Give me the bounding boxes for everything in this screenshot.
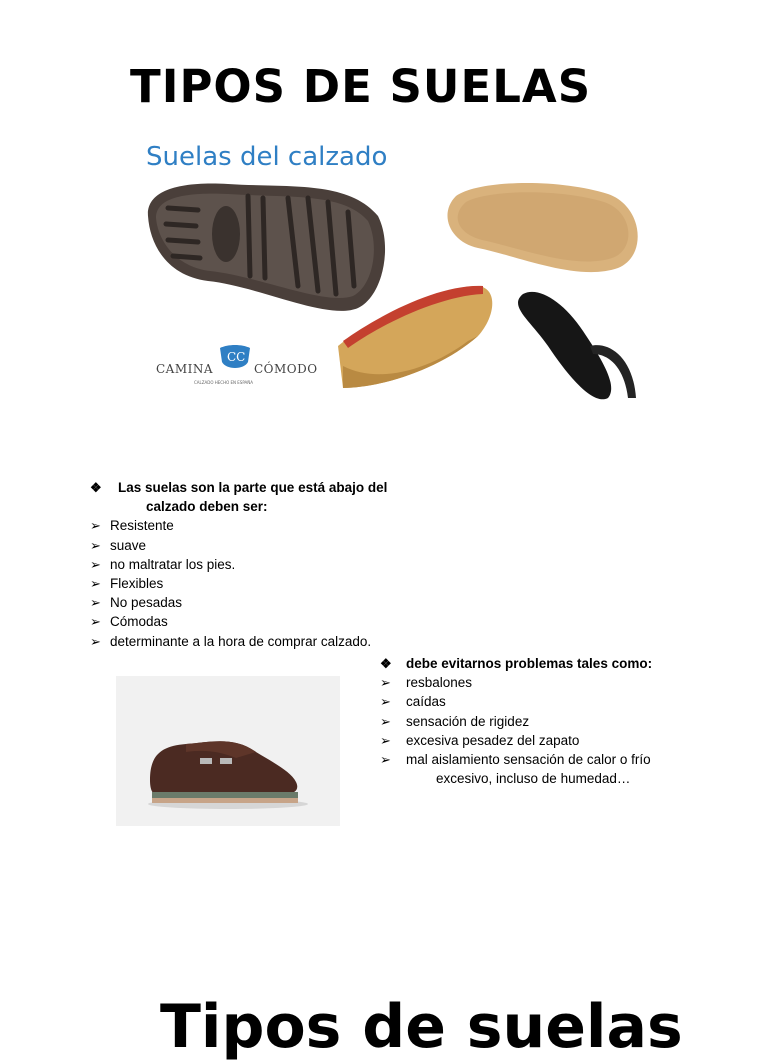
list-item-continuation: excesivo, incluso de humedad… <box>436 771 631 787</box>
intro-line-2: calzado deben ser: <box>146 499 268 515</box>
brand-left-text: CAMINA <box>156 362 214 376</box>
page-title: TIPOS DE SUELAS <box>130 60 592 113</box>
problems-section <box>380 654 652 788</box>
brand-subtitle: CALZADO HECHO EN ESPAÑA <box>194 380 253 385</box>
monk-shoe-illustration <box>116 676 340 826</box>
brand-logo-text: CC <box>227 350 246 364</box>
arrowhead-bullet-icon: ➢ <box>380 713 391 729</box>
list-item: ➢ no maltratar los pies. <box>90 555 387 574</box>
arrowhead-bullet-icon: ➢ <box>90 614 101 630</box>
four-diamond-bullet-icon: ❖ <box>380 656 392 671</box>
arrowhead-bullet-icon: ➢ <box>90 556 101 572</box>
qualities-list <box>90 516 387 650</box>
arrowhead-bullet-icon: ➢ <box>90 576 101 592</box>
arrowhead-bullet-icon: ➢ <box>380 675 391 691</box>
soles-image <box>138 136 653 406</box>
arrowhead-bullet-icon: ➢ <box>90 633 101 649</box>
arrowhead-bullet-icon: ➢ <box>380 732 391 748</box>
list-item: ➢ Flexibles <box>90 574 387 593</box>
problems-heading: ❖ debe evitarnos problemas tales como: <box>380 654 652 673</box>
arrowhead-bullet-icon: ➢ <box>380 694 391 710</box>
brand-right-text: CÓMODO <box>254 362 318 376</box>
dark-lug-sole <box>148 183 385 310</box>
arrowhead-bullet-icon: ➢ <box>90 537 101 553</box>
bottom-title: Tipos de suelas <box>160 992 683 1062</box>
list-item: ➢ excesiva pesadez del zapato <box>380 731 652 750</box>
list-item: ➢ mal aislamiento sensación de calor o frío <box>380 750 652 769</box>
list-item: ➢ Resistente <box>90 516 387 535</box>
list-item: ➢ No pesadas <box>90 593 387 612</box>
arrowhead-bullet-icon: ➢ <box>380 752 391 768</box>
brand-mark-icon <box>218 344 252 374</box>
brand-logo <box>150 344 320 384</box>
monk-shoe-image <box>116 676 340 826</box>
problems-list <box>380 673 652 788</box>
list-item: ➢ Cómodas <box>90 612 387 631</box>
list-item: ➢ suave <box>90 536 387 555</box>
arrowhead-bullet-icon: ➢ <box>90 518 101 534</box>
image-caption: Suelas del calzado <box>146 142 388 172</box>
list-item: ➢ sensación de rigidez <box>380 712 652 731</box>
qualities-section <box>90 478 387 651</box>
arrowhead-bullet-icon: ➢ <box>90 595 101 611</box>
list-item: ➢ determinante a la hora de comprar calzado. <box>90 632 387 651</box>
intro-line-1: ❖ Las suelas son la parte que está abajo del <box>90 478 387 497</box>
list-item: ➢ resbalones <box>380 673 652 692</box>
four-diamond-bullet-icon: ❖ <box>90 480 102 495</box>
list-item: ➢ caídas <box>380 692 652 711</box>
